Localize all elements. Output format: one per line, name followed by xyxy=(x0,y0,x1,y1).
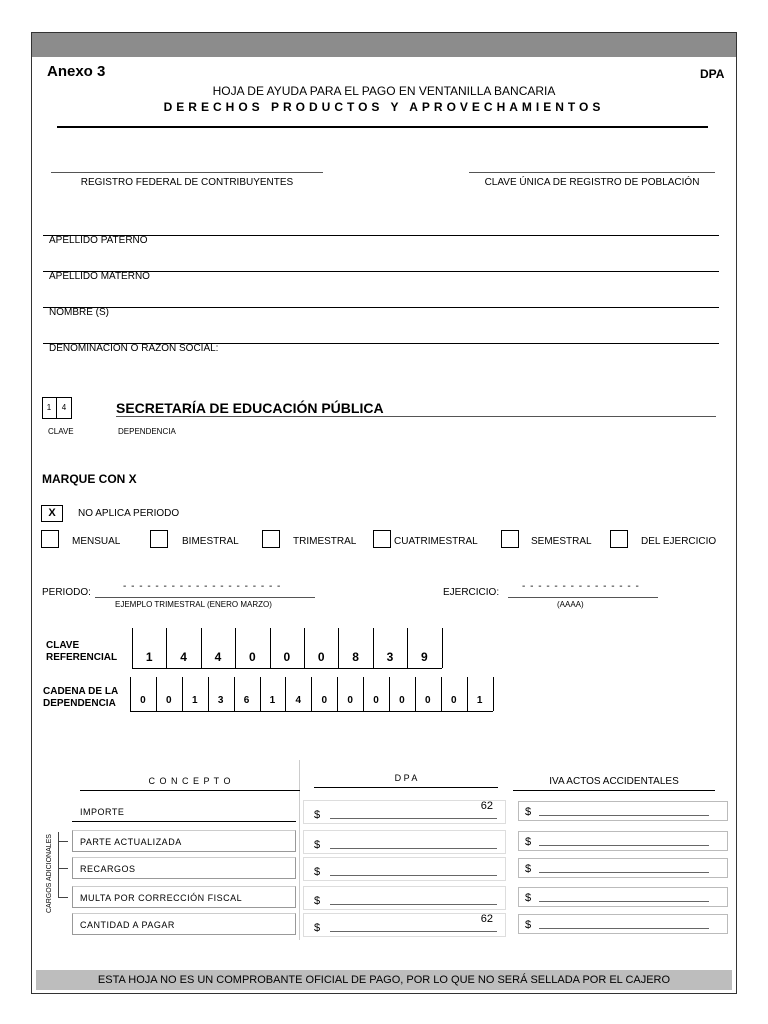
periodo-label: PERIODO: xyxy=(42,587,91,598)
cadena-digit: 0 xyxy=(399,695,405,706)
side-label: CARGOS ADICIONALES xyxy=(46,834,53,913)
amount-line xyxy=(539,815,709,816)
form-subtitle: DERECHOS PRODUCTOS Y APROVECHAMIENTOS xyxy=(163,100,605,114)
table-column-divider xyxy=(299,760,300,940)
dpa-amount-field[interactable] xyxy=(303,830,506,854)
dpa-amount-value: 62 xyxy=(480,913,493,925)
cadena-digit: 0 xyxy=(450,695,457,706)
iva-amount-field[interactable] xyxy=(518,801,728,821)
razon-social-label: DENOMINACION O RAZON SOCIAL: xyxy=(49,343,219,354)
amount-line xyxy=(330,931,497,932)
dependencia-digit-1: 1 xyxy=(46,403,52,412)
currency-sign: $ xyxy=(525,892,532,904)
clave-referencial-divider xyxy=(442,628,443,668)
clave-referencial-digit: 4 xyxy=(180,650,187,664)
cadena-digit: 0 xyxy=(321,695,328,706)
ejercicio-line[interactable] xyxy=(508,597,658,598)
dpa-amount-value: 62 xyxy=(480,800,493,812)
cadena-digit: 0 xyxy=(140,695,146,706)
nombre-label: NOMBRE (S) xyxy=(49,307,109,318)
bracket-tick xyxy=(58,868,68,869)
iva-amount-field[interactable] xyxy=(518,858,728,878)
cadena-digit: 0 xyxy=(373,695,379,706)
semestral-checkbox[interactable] xyxy=(501,530,519,548)
clave-referencial-digit: 3 xyxy=(386,650,394,664)
footer-note: ESTA HOJA NO ES UN COMPROBANTE OFICIAL DE PAGO, POR LO QUE NO SERÁ SELLADA POR EL CAJERO xyxy=(97,974,671,986)
currency-sign: $ xyxy=(314,839,321,851)
dependencia-line xyxy=(116,416,716,417)
iva-amount-field[interactable] xyxy=(518,831,728,851)
currency-sign: $ xyxy=(314,895,321,907)
rfc-input[interactable] xyxy=(51,160,323,174)
side-label-wrap xyxy=(46,834,58,925)
cadena-digit: 0 xyxy=(347,695,353,706)
cadena-digit: 0 xyxy=(425,695,431,706)
col-dpa: D P A xyxy=(394,773,418,783)
row-label: PARTE ACTUALIZADA xyxy=(80,837,182,847)
amount-line xyxy=(330,818,497,819)
currency-sign: $ xyxy=(314,866,321,878)
top-bar xyxy=(32,33,736,57)
dpa-amount-field[interactable] xyxy=(303,913,506,937)
bimestral-checkbox[interactable] xyxy=(150,530,168,548)
dpa-amount-field[interactable] xyxy=(303,857,506,881)
row-label-underline xyxy=(72,821,296,822)
del-ejercicio-checkbox[interactable] xyxy=(610,530,628,548)
cadena-digit: 1 xyxy=(476,695,483,706)
mensual-checkbox[interactable] xyxy=(41,530,59,548)
cadena-digit: 1 xyxy=(269,695,276,706)
mensual-label: MENSUAL xyxy=(72,536,121,547)
apellido-paterno-label: APELLIDO PATERNO xyxy=(49,235,148,246)
periodo-line[interactable] xyxy=(95,597,315,598)
amount-line xyxy=(330,875,497,876)
curp-label: CLAVE ÚNICA DE REGISTRO DE POBLACIÓN xyxy=(484,177,700,188)
cadena-digit: 6 xyxy=(243,695,250,706)
amount-line xyxy=(539,845,709,846)
clave-referencial-digit: 0 xyxy=(283,650,291,664)
apellido-materno-label: APELLIDO MATERNO xyxy=(49,271,150,282)
iva-amount-field[interactable] xyxy=(518,914,728,934)
currency-sign: $ xyxy=(525,863,532,875)
cadena-label xyxy=(43,686,118,710)
trimestral-label: TRIMESTRAL xyxy=(293,536,357,547)
cadena-digit: 4 xyxy=(295,695,302,706)
dependencia-label: DEPENDENCIA xyxy=(118,427,176,436)
col-iva: IVA ACTOS ACCIDENTALES xyxy=(549,776,679,787)
dpa-amount-field[interactable] xyxy=(303,886,506,910)
amount-line xyxy=(539,901,709,902)
amount-line xyxy=(330,848,497,849)
clave-referencial-label-2: REFERENCIAL xyxy=(46,652,118,663)
clave-referencial-digit: 0 xyxy=(317,650,325,664)
row-label: RECARGOS xyxy=(80,864,136,874)
col-dpa-line xyxy=(314,787,498,788)
bimestral-label: BIMESTRAL xyxy=(182,536,239,547)
col-concepto: C O N C E P T O xyxy=(148,776,232,786)
currency-sign: $ xyxy=(314,809,321,821)
marque-heading: MARQUE CON X xyxy=(42,472,137,486)
row-label: MULTA POR CORRECCIÓN FISCAL xyxy=(80,893,243,903)
header-rule xyxy=(57,126,708,128)
trimestral-checkbox[interactable] xyxy=(262,530,280,548)
clave-referencial-baseline xyxy=(132,668,442,669)
cadena-divider xyxy=(493,677,494,711)
cuatrimestral-checkbox[interactable] xyxy=(373,530,391,548)
del-ejercicio-label: DEL EJERCICIO xyxy=(641,536,717,547)
annex-title: Anexo 3 xyxy=(47,63,106,80)
curp-input[interactable] xyxy=(469,160,715,174)
row-label: IMPORTE xyxy=(80,807,125,817)
dependencia-digit-2: 4 xyxy=(61,403,67,412)
iva-amount-field[interactable] xyxy=(518,887,728,907)
nombre-input[interactable] xyxy=(150,294,710,308)
currency-sign: $ xyxy=(525,806,532,818)
rfc-label: REGISTRO FEDERAL DE CONTRIBUYENTES xyxy=(80,177,294,188)
ejercicio-format: (AAAA) xyxy=(557,600,584,609)
cadena-label-1: CADENA DE LA xyxy=(43,686,119,697)
row-label: CANTIDAD A PAGAR xyxy=(80,920,175,930)
ejercicio-dashes: - - - - - - - - - - - - - - - xyxy=(522,581,640,592)
col-iva-line xyxy=(513,790,715,791)
clave-referencial-digit: 4 xyxy=(214,650,222,664)
amount-line xyxy=(539,928,709,929)
clave-label: CLAVE xyxy=(48,427,74,436)
currency-sign: $ xyxy=(314,922,321,934)
cadena-baseline xyxy=(130,711,493,712)
cadena-digit: 3 xyxy=(217,695,224,706)
amount-line xyxy=(539,872,709,873)
cadena-digit: 1 xyxy=(191,695,198,706)
form-code: DPA xyxy=(700,67,725,81)
cuatrimestral-label: CUATRIMESTRAL xyxy=(394,536,478,547)
no-aplica-label: NO APLICA PERIODO xyxy=(78,508,180,519)
cadena-label-2: DEPENDENCIA xyxy=(43,698,116,709)
semestral-label: SEMESTRAL xyxy=(531,536,592,547)
periodo-dashes: - - - - - - - - - - - - - - - - - - - - xyxy=(123,581,282,592)
razon-social-input[interactable] xyxy=(230,330,710,344)
col-concepto-line xyxy=(80,790,300,791)
ejercicio-label: EJERCICIO: xyxy=(443,587,500,598)
currency-sign: $ xyxy=(525,836,532,848)
clave-referencial-digit: 9 xyxy=(421,650,428,664)
periodo-example: EJEMPLO TRIMESTRAL (ENERO MARZO) xyxy=(115,600,272,609)
cadena-digit: 0 xyxy=(166,695,172,706)
clave-referencial-label xyxy=(46,640,117,664)
dependencia-name: SECRETARÍA DE EDUCACIÓN PÚBLICA xyxy=(116,400,384,416)
no-aplica-checkbox[interactable]: X xyxy=(41,505,63,522)
bracket-tick xyxy=(58,841,68,842)
clave-referencial-digit: 8 xyxy=(352,650,359,664)
apellido-materno-input[interactable] xyxy=(150,258,710,272)
currency-sign: $ xyxy=(525,919,532,931)
dpa-amount-field[interactable] xyxy=(303,800,506,824)
clave-referencial-label-1: CLAVE xyxy=(46,640,80,651)
amount-line xyxy=(330,904,497,905)
clave-referencial-digit: 0 xyxy=(249,650,256,664)
apellido-paterno-input[interactable] xyxy=(150,222,710,236)
clave-referencial-digit: 1 xyxy=(145,650,153,664)
form-title: HOJA DE AYUDA PARA EL PAGO EN VENTANILLA BANCARIA xyxy=(212,84,556,98)
bracket-tick xyxy=(58,897,68,898)
